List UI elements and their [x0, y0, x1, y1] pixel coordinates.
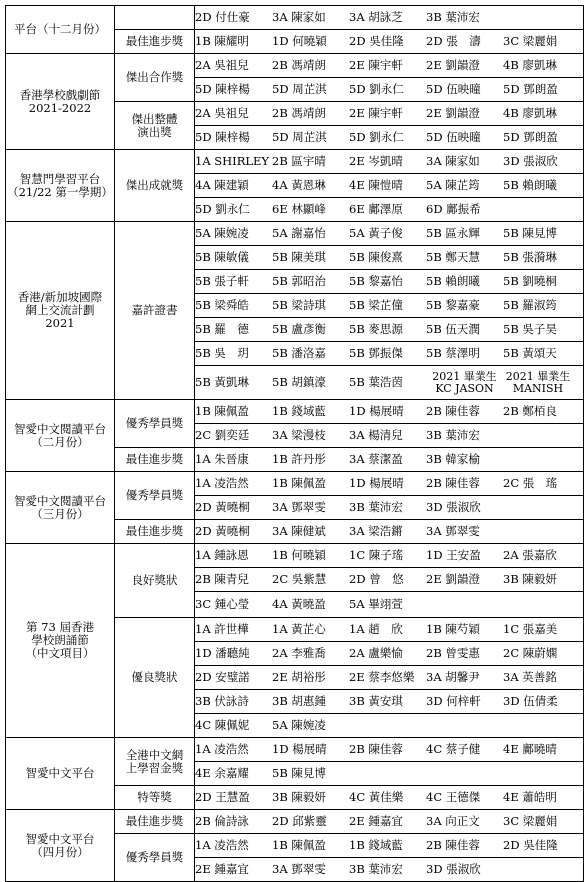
recipients-cell — [195, 126, 584, 150]
recipient-name: 1D 楊展晴 — [349, 476, 404, 490]
recipient-name: 2021 畢業生 MANISH — [505, 369, 571, 395]
recipient-name: 3A 陳家如 — [426, 154, 480, 168]
recipient-name: 3A 陳家如 — [272, 10, 326, 24]
recipients-cell — [195, 496, 584, 520]
recipient-name: 3A 英善銘 — [503, 670, 557, 684]
recipients-cell — [195, 318, 584, 342]
recipient-name: 2021 畢業生 KC JASON — [432, 369, 497, 395]
recipients-cell — [195, 786, 584, 810]
recipients-list — [195, 11, 583, 24]
recipients-list — [195, 405, 583, 418]
recipient-name: 5B 黎嘉豪 — [426, 298, 480, 312]
recipient-name: 2B 倫詩詠 — [195, 814, 249, 828]
recipient-name: 5B 潘洛嘉 — [272, 346, 326, 360]
recipients-cell — [195, 666, 584, 690]
recipients-cell — [195, 54, 584, 78]
recipient-name: 2E 陳宇軒 — [349, 58, 403, 72]
recipient-name: 5B 陳敏儀 — [195, 250, 249, 264]
recipients-list — [195, 83, 583, 96]
recipient-name: 3A 楊清兒 — [349, 428, 403, 442]
recipient-name: 5B 吳子昊 — [503, 322, 557, 336]
recipient-name: 5A 黃子俊 — [349, 226, 403, 240]
recipients-list — [195, 371, 583, 395]
recipient-name: 3A 胡詠芝 — [349, 10, 403, 24]
award-category-cell: 嘉許證書 — [115, 222, 195, 400]
recipient-name: 5B 蔡澤明 — [426, 346, 480, 360]
recipient-name: 1B 陳佩盈 — [272, 838, 326, 852]
recipient-name: 2A 吳祖兒 — [195, 58, 249, 72]
recipient-name: 3A 梁漫枝 — [272, 428, 326, 442]
recipient-name: 2B 陳佳蓉 — [426, 404, 480, 418]
recipient-name: 4E 蕭皓明 — [503, 790, 557, 804]
recipient-name: 5B 張漪琳 — [503, 250, 557, 264]
recipients-cell — [195, 198, 584, 222]
recipients-list — [195, 743, 583, 756]
award-category-cell: 優秀學員獎 — [115, 400, 195, 448]
recipients-list — [195, 719, 583, 732]
recipient-name: 3B 陳毅妍 — [503, 572, 557, 586]
recipient-name: 3C 梁麗娟 — [503, 34, 558, 48]
recipient-name: 1A 趙 欣 — [349, 622, 403, 636]
recipients-cell — [195, 858, 584, 882]
platform-cell: 平台（十二月份） — [6, 6, 115, 54]
recipients-cell — [195, 592, 584, 618]
recipients-cell — [195, 810, 584, 834]
award-category-cell: 特等獎 — [115, 786, 195, 810]
recipient-name: 5B 盧彥衡 — [272, 322, 326, 336]
recipient-name: 1A 凌浩然 — [195, 476, 249, 490]
recipient-name: 5B 區永輝 — [426, 226, 480, 240]
award-category-cell: 最佳進步獎 — [115, 30, 195, 54]
recipient-name: 5D 伍映曈 — [426, 82, 481, 96]
recipients-cell — [195, 472, 584, 496]
recipient-name: 5B 鄭天慧 — [426, 250, 480, 264]
recipient-name: 5B 劉曉桐 — [503, 274, 557, 288]
recipients-list — [195, 59, 583, 72]
recipients-cell — [195, 6, 584, 30]
recipient-name: 3B 陳毅妍 — [272, 790, 326, 804]
recipients-list — [195, 647, 583, 660]
recipient-name: 4A 黃恩琳 — [272, 178, 326, 192]
recipient-name: 5B 梁芷僮 — [349, 298, 403, 312]
recipients-list — [195, 598, 583, 611]
table-row — [6, 472, 584, 496]
recipient-name: 4C 黃佳樂 — [349, 790, 404, 804]
award-category-cell: 最佳進步獎 — [115, 810, 195, 834]
recipients-list — [195, 863, 583, 876]
recipients-list — [195, 323, 583, 336]
recipient-name: 5B 陳見博 — [503, 226, 557, 240]
recipients-cell — [195, 714, 584, 738]
platform-cell: 智愛中文平台 — [6, 738, 115, 810]
recipients-cell — [195, 78, 584, 102]
platform-cell: 智慧門學習平台 （21/22 第一學期） — [6, 150, 115, 222]
recipient-name: 2E 陳宇軒 — [349, 106, 403, 120]
recipient-name: 4E 余嘉耀 — [195, 766, 249, 780]
recipients-cell — [195, 568, 584, 592]
recipient-name: 3C 鍾心瑩 — [195, 597, 250, 611]
recipient-name: 1D 楊展晴 — [272, 742, 327, 756]
awards-table-body — [6, 6, 584, 882]
award-category-cell — [115, 6, 195, 30]
recipient-name: 1D 王安盈 — [426, 548, 481, 562]
recipient-name: 3D 張淑欣 — [426, 500, 481, 514]
recipient-name: 1D 何曉穎 — [272, 34, 327, 48]
recipient-name: 5B 鄧振傑 — [349, 346, 403, 360]
recipient-name: 5D 鄧朗盈 — [503, 130, 558, 144]
recipient-name: 3D 何梓軒 — [426, 694, 481, 708]
recipient-name: 5B 梁舜皓 — [195, 298, 249, 312]
recipients-list — [195, 791, 583, 804]
recipients-list — [195, 347, 583, 360]
recipients-list — [195, 573, 583, 586]
recipient-name: 5B 胡鎮濠 — [272, 375, 326, 389]
recipients-list — [195, 839, 583, 852]
recipient-name: 3B 葉沛宏 — [426, 10, 480, 24]
recipient-name: 5D 周芷淇 — [272, 82, 327, 96]
table-row — [6, 54, 584, 78]
recipient-name: 3B 葉沛宏 — [349, 862, 403, 876]
recipient-name: 1C 陳子瑤 — [349, 548, 404, 562]
recipients-list — [195, 477, 583, 490]
table-row — [6, 738, 584, 762]
recipient-name: 5B 麥思源 — [349, 322, 403, 336]
recipient-name: 6D 鄺振希 — [426, 202, 481, 216]
recipients-cell — [195, 342, 584, 366]
recipient-name: 2D 邱紫靈 — [272, 814, 327, 828]
recipient-name: 2E 蔡李悠樂 — [349, 670, 415, 684]
recipient-name: 5A 謝嘉怡 — [272, 226, 326, 240]
recipient-name: 3B 胡惠鍾 — [272, 694, 326, 708]
recipient-name: 1B 陳佩盈 — [195, 404, 249, 418]
recipients-list — [195, 179, 583, 192]
recipients-cell — [195, 222, 584, 246]
recipient-name: 5D 劉永仁 — [349, 82, 404, 96]
recipient-name: 3D 伍倩柔 — [503, 694, 558, 708]
recipient-name: 2E 劉韻澄 — [426, 572, 480, 586]
recipient-name: 1A 凌浩然 — [195, 742, 249, 756]
award-category-cell: 最佳進步獎 — [115, 520, 195, 544]
recipient-name: 3A 蔡潔盈 — [349, 452, 403, 466]
award-category-cell: 傑出成就獎 — [115, 150, 195, 222]
award-category-cell: 優秀學員獎 — [115, 472, 195, 520]
table-row — [6, 400, 584, 424]
recipients-list — [195, 695, 583, 708]
recipients-cell — [195, 366, 584, 400]
recipient-name: 5B 羅 德 — [195, 322, 249, 336]
recipients-list — [195, 299, 583, 312]
recipients-list — [195, 155, 583, 168]
recipient-name: 3B 黃安琪 — [349, 694, 403, 708]
recipients-cell — [195, 246, 584, 270]
recipient-name: 2D 付仕豪 — [195, 10, 250, 24]
recipient-name: 2D 黃曉桐 — [195, 500, 250, 514]
recipient-name: 4C 王德傑 — [426, 790, 481, 804]
recipient-name: 4A 黃曉盈 — [272, 597, 326, 611]
recipient-name: 2B 區宇晴 — [272, 154, 326, 168]
recipient-name: 2D 黃曉桐 — [195, 524, 250, 538]
recipient-name: 1A 朱晉康 — [195, 452, 249, 466]
recipient-name: 2E 鍾嘉宜 — [349, 814, 403, 828]
recipient-name: 2B 陳佳蓉 — [426, 838, 480, 852]
table-row — [6, 544, 584, 568]
table-row — [6, 6, 584, 30]
recipients-cell — [195, 424, 584, 448]
recipients-cell — [195, 270, 584, 294]
recipient-name: 2A 盧樂愉 — [349, 646, 403, 660]
recipient-name: 2B 馮靖朗 — [272, 106, 326, 120]
recipient-name: 2C 劉奕廷 — [195, 428, 250, 442]
recipient-name: 3A 鄧翠雯 — [272, 500, 326, 514]
recipient-name: 5B 羅淑筠 — [503, 298, 557, 312]
recipient-name: 3A 鄧翠雯 — [426, 524, 480, 538]
recipients-cell — [195, 294, 584, 318]
recipient-name: 6E 鄺澤原 — [349, 202, 403, 216]
platform-cell: 智愛中文閱讀平台 （三月份） — [6, 472, 115, 544]
recipients-list — [195, 623, 583, 636]
recipient-name: 5B 吳 玥 — [195, 346, 249, 360]
recipient-name: 3A 胡馨尹 — [426, 670, 480, 684]
recipients-cell — [195, 738, 584, 762]
recipient-name: 2D 安璧諾 — [195, 670, 250, 684]
platform-cell: 香港/新加坡國際 網上交流計劃 2021 — [6, 222, 115, 400]
recipients-cell — [195, 762, 584, 786]
recipient-name: 5D 鄧朗盈 — [503, 82, 558, 96]
recipients-cell — [195, 150, 584, 174]
recipients-cell — [195, 400, 584, 424]
recipients-cell — [195, 174, 584, 198]
recipient-name: 1D 潘聽純 — [195, 646, 250, 660]
recipient-name: 1B 錢域藍 — [272, 404, 326, 418]
recipient-name: 5B 葉浩茵 — [349, 375, 403, 389]
award-category-cell: 優良獎狀 — [115, 618, 195, 738]
table-row — [6, 222, 584, 246]
recipient-name: 2B 馮靖朗 — [272, 58, 326, 72]
recipient-name: 2D 王慧盈 — [195, 790, 250, 804]
recipient-name: 5B 伍天潤 — [426, 322, 480, 336]
recipients-cell — [195, 618, 584, 642]
recipient-name: 2B 曾雯惠 — [426, 646, 480, 660]
recipient-name: 5B 黃凱琳 — [195, 375, 249, 389]
recipient-name: 5B 黃頌天 — [503, 346, 557, 360]
recipient-name: 2E 胡裕彤 — [272, 670, 326, 684]
award-category-cell: 傑出整體 演出獎 — [115, 102, 195, 150]
recipient-name: 2B 鄭栢良 — [503, 404, 557, 418]
recipients-list — [195, 275, 583, 288]
award-category-cell: 良好獎狀 — [115, 544, 195, 618]
recipients-cell — [195, 544, 584, 568]
recipients-list — [195, 671, 583, 684]
recipient-name: 4B 廖凱琳 — [503, 58, 557, 72]
recipient-name: 2E 岑凱晴 — [349, 154, 403, 168]
recipients-list — [195, 227, 583, 240]
recipient-name: 5D 劉永仁 — [195, 202, 250, 216]
recipients-list — [195, 501, 583, 514]
recipient-name: 1B 許丹彤 — [272, 452, 326, 466]
recipients-list — [195, 107, 583, 120]
recipient-name: 3A 梁浩鏘 — [349, 524, 403, 538]
recipients-list — [195, 453, 583, 466]
recipient-name: 4B 廖凱琳 — [503, 106, 557, 120]
recipient-name: 1B 何曉穎 — [272, 548, 326, 562]
recipient-name: 1D 楊展晴 — [349, 404, 404, 418]
recipient-name: 5B 賴朗曦 — [426, 274, 480, 288]
table-row — [6, 810, 584, 834]
award-category-cell: 全港中文網 上學習金獎 — [115, 738, 195, 786]
recipient-name: 3B 葉沛宏 — [349, 500, 403, 514]
recipient-name: 3B 伏詠詩 — [195, 694, 249, 708]
recipient-name: 3D 張淑欣 — [503, 154, 558, 168]
recipients-list — [195, 131, 583, 144]
recipient-name: 1B 陳芍穎 — [426, 622, 480, 636]
recipients-cell — [195, 30, 584, 54]
recipient-name: 4C 蔡子健 — [426, 742, 481, 756]
award-category-cell: 最佳進步獎 — [115, 448, 195, 472]
recipient-name: 1B 錢域藍 — [349, 838, 403, 852]
recipient-name: 3A 陳健斌 — [272, 524, 326, 538]
recipients-cell — [195, 520, 584, 544]
recipient-name: 5B 陳俊熹 — [349, 250, 403, 264]
award-category-cell: 優秀學員獎 — [115, 834, 195, 882]
recipient-name: 2D 吳佳隆 — [503, 838, 558, 852]
recipient-name: 1A 黃芷心 — [272, 622, 326, 636]
platform-cell: 第 73 屆香港 學校朗誦節 （中文項目） — [6, 544, 115, 738]
recipient-name: 5B 賴朗曦 — [503, 178, 557, 192]
recipient-name: 4E 陳愷晴 — [349, 178, 403, 192]
recipient-name: 5A 陳芷筠 — [426, 178, 480, 192]
recipient-name: 5A 畢翊萱 — [349, 597, 403, 611]
recipient-name: 3B 葉沛宏 — [426, 428, 480, 442]
recipient-name: 4C 陳佩妮 — [195, 718, 250, 732]
recipient-name: 5B 陳見博 — [272, 766, 326, 780]
recipient-name: 5B 陳美琪 — [272, 250, 326, 264]
recipient-name: 5A 陳婉凌 — [195, 226, 249, 240]
recipient-name: 3B 韓家榆 — [426, 452, 480, 466]
recipient-name: 2A 吳祖兒 — [195, 106, 249, 120]
recipient-name: 3A 鄧翠雯 — [272, 862, 326, 876]
platform-cell: 智愛中文平台 （四月份） — [6, 810, 115, 882]
recipient-name: 2E 劉韻澄 — [426, 58, 480, 72]
recipients-list — [195, 203, 583, 216]
recipient-name: 3A 向正文 — [426, 814, 480, 828]
recipient-name: 2D 曾 悠 — [349, 572, 404, 586]
awards-table — [5, 5, 584, 882]
recipient-name: 5A 陳婉凌 — [272, 718, 326, 732]
recipient-name: 1B 陳佩盈 — [272, 476, 326, 490]
recipient-name: 5B 郭昭治 — [272, 274, 326, 288]
recipients-list — [195, 429, 583, 442]
recipient-name: 5B 張子軒 — [195, 274, 249, 288]
recipients-cell — [195, 448, 584, 472]
recipient-name: 2C 張 瑤 — [503, 476, 558, 490]
recipient-name: 1A SHIRLEY — [195, 154, 270, 168]
recipient-name: 2E 鍾嘉宜 — [195, 862, 249, 876]
recipient-name: 2C 吳紫慧 — [272, 572, 327, 586]
recipient-name: 2D 張 濤 — [426, 34, 481, 48]
recipients-list — [195, 525, 583, 538]
recipient-name: 1C 張嘉美 — [503, 622, 558, 636]
award-category-cell: 傑出合作獎 — [115, 54, 195, 102]
recipient-name: 6E 林顯峰 — [272, 202, 326, 216]
recipients-cell — [195, 834, 584, 858]
recipients-list — [195, 35, 583, 48]
recipient-name: 1A 鍾詠恩 — [195, 548, 249, 562]
platform-cell: 香港學校戲劇節 2021-2022 — [6, 54, 115, 150]
recipient-name: 1A 凌浩然 — [195, 838, 249, 852]
recipient-name: 2B 陳青兒 — [195, 572, 249, 586]
recipient-name: 4E 鄺曉晴 — [503, 742, 557, 756]
recipient-name: 3D 張淑欣 — [426, 862, 481, 876]
recipients-cell — [195, 102, 584, 126]
recipient-name: 1B 陳耀明 — [195, 34, 249, 48]
recipient-name: 2A 李雅喬 — [272, 646, 326, 660]
recipient-name: 5B 梁詩琪 — [272, 298, 326, 312]
recipient-name: 2E 劉韻澄 — [426, 106, 480, 120]
recipient-name: 5B 黎嘉怡 — [349, 274, 403, 288]
recipient-name: 5D 周芷淇 — [272, 130, 327, 144]
recipient-name: 5D 劉永仁 — [349, 130, 404, 144]
recipients-cell — [195, 690, 584, 714]
platform-cell: 智愛中文閱讀平台 （二月份） — [6, 400, 115, 472]
recipients-list — [195, 549, 583, 562]
table-row — [6, 150, 584, 174]
recipient-name: 3C 梁麗娟 — [503, 814, 558, 828]
recipient-name: 2B 陳佳蓉 — [349, 742, 403, 756]
recipient-name: 2B 陳佳蓉 — [426, 476, 480, 490]
recipients-list — [195, 767, 583, 780]
recipient-name: 5D 陳梓楊 — [195, 82, 250, 96]
recipient-name: 1A 許世樺 — [195, 622, 249, 636]
recipients-list — [195, 251, 583, 264]
recipient-name: 5D 伍映曈 — [426, 130, 481, 144]
recipient-name: 2D 吳佳隆 — [349, 34, 404, 48]
recipient-name: 5D 陳梓楊 — [195, 130, 250, 144]
recipient-name: 2C 陳蔚嫻 — [503, 646, 558, 660]
recipient-name: 2A 張嘉欣 — [503, 548, 557, 562]
recipients-list — [195, 815, 583, 828]
recipient-name: 4A 陳建穎 — [195, 178, 249, 192]
recipients-cell — [195, 642, 584, 666]
